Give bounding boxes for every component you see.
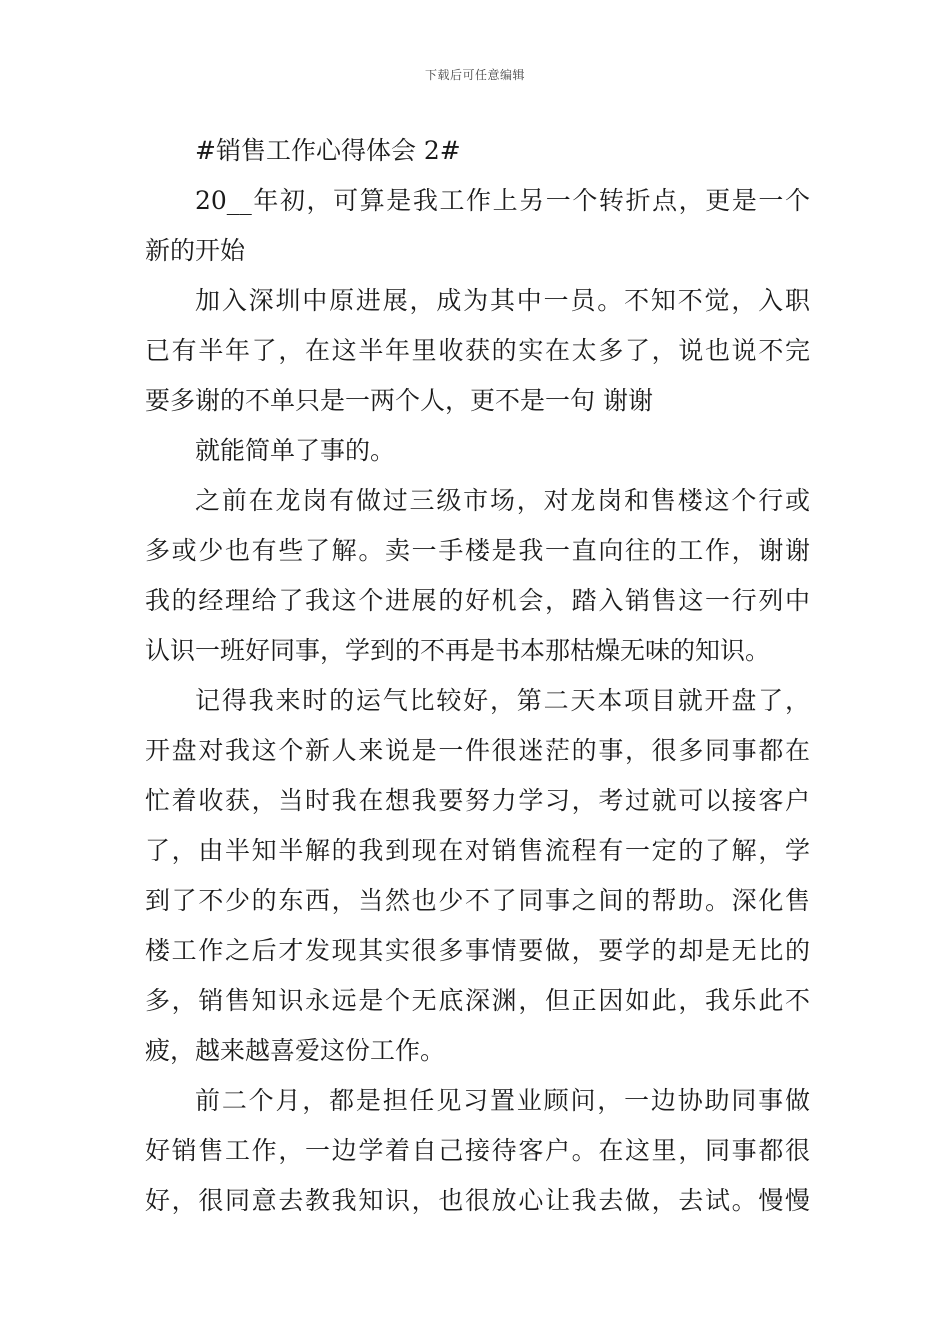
text-line: 20__年初，可算是我工作上另一个转折点，更是一个 — [195, 186, 810, 215]
text-line: 开盘对我这个新人来说是一件很迷茫的事，很多同事都在 — [145, 736, 810, 765]
text-line: 就能简单了事的。 — [195, 436, 396, 465]
text-line: 要多谢的不单只是一两个人，更不是一句 谢谢 — [145, 386, 653, 415]
text-line: 忙着收获，当时我在想我要努力学习，考过就可以接客户 — [145, 786, 810, 815]
text-line: 认识一班好同事，学到的不再是书本那枯燥无味的知识。 — [145, 636, 771, 665]
text-line: 好，很同意去教我知识，也很放心让我去做，去试。慢慢 — [145, 1186, 810, 1215]
text-line: 记得我来时的运气比较好，第二天本项目就开盘了， — [195, 686, 810, 715]
text-line: 了，由半知半解的我到现在对销售流程有一定的了解，学 — [145, 836, 810, 865]
text-line: #销售工作心得体会 2# — [195, 136, 461, 165]
text-line: 新的开始 — [145, 236, 246, 265]
header-note: 下载后可任意编辑 — [424, 68, 525, 82]
text-line: 到了不少的东西，当然也少不了同事之间的帮助。深化售 — [145, 886, 810, 915]
text-line: 前二个月，都是担任见习置业顾问，一边协助同事做 — [195, 1086, 810, 1115]
text-line: 加入深圳中原进展，成为其中一员。不知不觉，入职 — [195, 286, 810, 315]
document-body — [145, 126, 810, 1226]
text-line: 多，销售知识永远是个无底深渊，但正因如此，我乐此不 — [145, 986, 810, 1015]
text-line: 多或少也有些了解。卖一手楼是我一直向往的工作，谢谢 — [145, 536, 810, 565]
text-line: 好销售工作，一边学着自己接待客户。在这里，同事都很 — [145, 1136, 810, 1165]
text-line: 之前在龙岗有做过三级市场，对龙岗和售楼这个行或 — [195, 486, 810, 515]
text-line: 楼工作之后才发现其实很多事情要做，要学的却是无比的 — [145, 936, 810, 965]
text-line: 疲，越来越喜爱这份工作。 — [145, 1036, 446, 1065]
text-line: 我的经理给了我这个进展的好机会，踏入销售这一行列中 — [145, 586, 810, 615]
text-line: 已有半年了，在这半年里收获的实在太多了，说也说不完 — [145, 336, 810, 365]
